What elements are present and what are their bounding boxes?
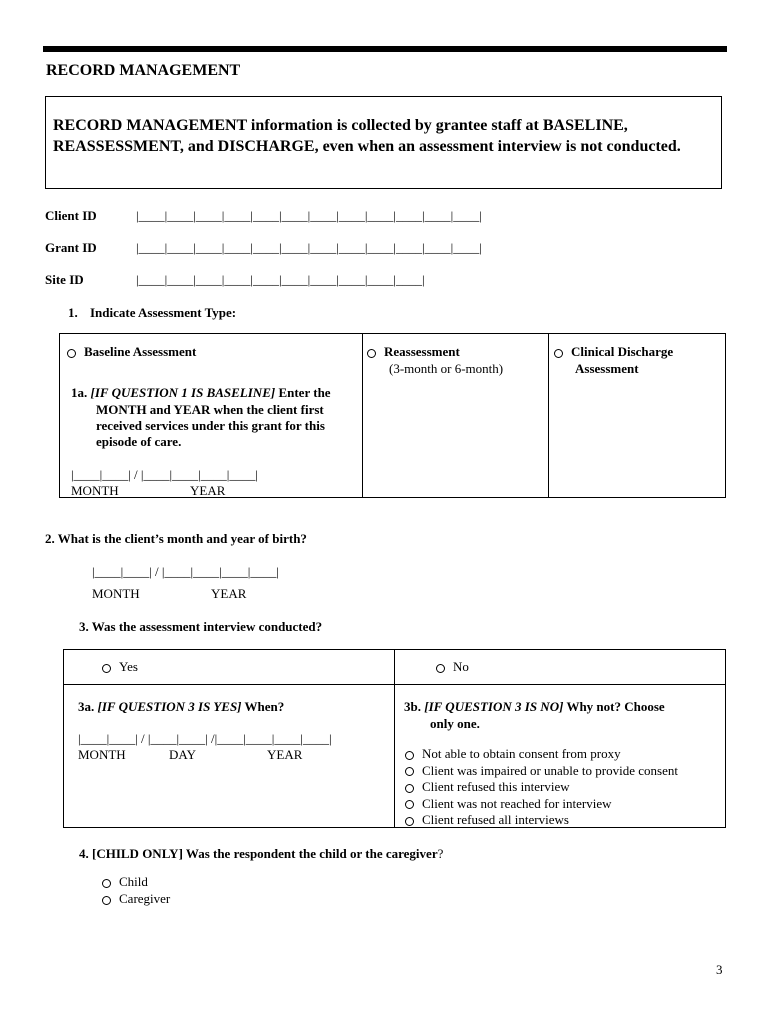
q1-divider-2 — [548, 333, 549, 498]
info-text: RECORD MANAGEMENT information is collected by grantee staff at BASELINE, REASSESSMENT, and DISCHARGE, even when an assessment interview is not conducted. — [53, 117, 681, 155]
q3b-option[interactable] — [405, 779, 678, 796]
q3b-option-label: Client was impaired or unable to provide consent — [422, 762, 678, 778]
q3a-prefix: 3a. — [78, 699, 95, 714]
q1a-month-label: MONTH — [71, 483, 119, 498]
q4-option-child[interactable] — [102, 873, 170, 890]
radio-discharge[interactable] — [554, 349, 563, 358]
option-yes[interactable] — [102, 659, 138, 675]
q1a-text-1: Enter the — [278, 385, 331, 400]
reassessment-label: Reassessment — [384, 344, 460, 359]
client-id-label: Client ID — [45, 208, 97, 223]
q3b-option-label: Client was not reached for interview — [422, 795, 612, 811]
section-title: RECORD MANAGEMENT — [46, 62, 241, 79]
q3b-text-2: only one. — [430, 716, 480, 731]
radio-q3b-2[interactable] — [405, 767, 414, 776]
q2-date-field[interactable]: |____|____| / |____|____|____|____| — [92, 564, 279, 579]
radio-child[interactable] — [102, 879, 111, 888]
option-reassessment[interactable] — [367, 344, 460, 360]
grant-id-field[interactable]: |____|____|____|____|____|____|____|____|____|____|____|____| — [136, 240, 482, 255]
q3a-line — [78, 699, 284, 715]
q1-number: 1. — [68, 305, 78, 320]
q3a-year-label: YEAR — [267, 747, 303, 762]
q2-year-label: YEAR — [211, 586, 247, 601]
q4-question-mark: ? — [437, 846, 444, 861]
q1a-text-4: episode of care. — [96, 434, 182, 449]
q2-text: 2. What is the client’s month and year of birth? — [45, 531, 307, 546]
radio-caregiver[interactable] — [102, 896, 111, 905]
q4-option-caregiver[interactable] — [102, 890, 170, 907]
radio-q3b-1[interactable] — [405, 751, 414, 760]
q3b-option[interactable] — [405, 763, 678, 780]
q3b-option[interactable] — [405, 796, 678, 813]
radio-no[interactable] — [436, 664, 445, 673]
option-discharge[interactable] — [554, 344, 673, 360]
caregiver-label: Caregiver — [119, 891, 171, 906]
q3a-condition: [IF QUESTION 3 IS YES] — [97, 699, 242, 714]
baseline-label: Baseline Assessment — [84, 344, 197, 359]
q4-question — [79, 846, 443, 862]
radio-q3b-3[interactable] — [405, 784, 414, 793]
q2-month-label: MONTH — [92, 586, 140, 601]
q3b-option-label: Client refused all interviews — [422, 812, 569, 827]
q1a-line1 — [71, 385, 331, 401]
q1a-text-3: received services under this grant for this — [96, 418, 325, 433]
q1-text: Indicate Assessment Type: — [90, 305, 237, 320]
q4-options — [102, 873, 170, 907]
site-id-field[interactable]: |____|____|____|____|____|____|____|____|____|____| — [136, 272, 425, 287]
q1a-condition: [IF QUESTION 1 IS BASELINE] — [90, 385, 276, 400]
radio-q3b-5[interactable] — [405, 817, 414, 826]
q3a-month-label: MONTH — [78, 747, 126, 762]
q3b-prefix: 3b. — [404, 699, 421, 714]
discharge-label-2: Assessment — [575, 361, 639, 376]
q3a-day-label: DAY — [169, 747, 196, 762]
q3b-line — [404, 699, 665, 715]
top-rule — [43, 46, 727, 52]
option-no[interactable] — [436, 659, 469, 675]
q3b-text-1: Why not? Choose — [566, 699, 665, 714]
client-id-field[interactable]: |____|____|____|____|____|____|____|____|____|____|____|____| — [136, 208, 482, 223]
yes-label: Yes — [119, 659, 138, 674]
q3-row-divider — [63, 684, 726, 685]
reassessment-note: (3-month or 6-month) — [389, 361, 504, 376]
option-baseline[interactable] — [67, 344, 196, 360]
q3-divider — [394, 649, 395, 828]
q3b-option[interactable] — [405, 746, 678, 763]
radio-q3b-4[interactable] — [405, 800, 414, 809]
q3b-option-label: Client refused this interview — [422, 779, 570, 794]
q3b-options — [405, 746, 678, 829]
q1a-text-2: MONTH and YEAR when the client first — [96, 402, 324, 417]
q3b-option[interactable] — [405, 812, 678, 829]
radio-reassessment[interactable] — [367, 349, 376, 358]
page-number: 3 — [716, 962, 723, 977]
q3a-date-field[interactable]: |____|____| / |____|____| /|____|____|____|____| — [78, 731, 332, 746]
no-label: No — [453, 659, 469, 674]
q1a-prefix: 1a. — [71, 385, 88, 400]
site-id-label: Site ID — [45, 272, 84, 287]
child-label: Child — [119, 874, 148, 889]
radio-yes[interactable] — [102, 664, 111, 673]
q3b-option-label: Not able to obtain consent from proxy — [422, 746, 621, 761]
q3a-text: When? — [244, 699, 285, 714]
q1a-date-field[interactable]: |____|____| / |____|____|____|____| — [71, 467, 258, 482]
q3-text: 3. Was the assessment interview conducted? — [79, 619, 323, 634]
grant-id-label: Grant ID — [45, 240, 97, 255]
radio-baseline[interactable] — [67, 349, 76, 358]
q1-divider-1 — [362, 333, 363, 498]
discharge-label-1: Clinical Discharge — [571, 344, 674, 359]
q3b-condition: [IF QUESTION 3 IS NO] — [424, 699, 564, 714]
q1a-year-label: YEAR — [190, 483, 226, 498]
q4-text: 4. [CHILD ONLY] Was the respondent the child or the caregiver — [79, 846, 438, 861]
